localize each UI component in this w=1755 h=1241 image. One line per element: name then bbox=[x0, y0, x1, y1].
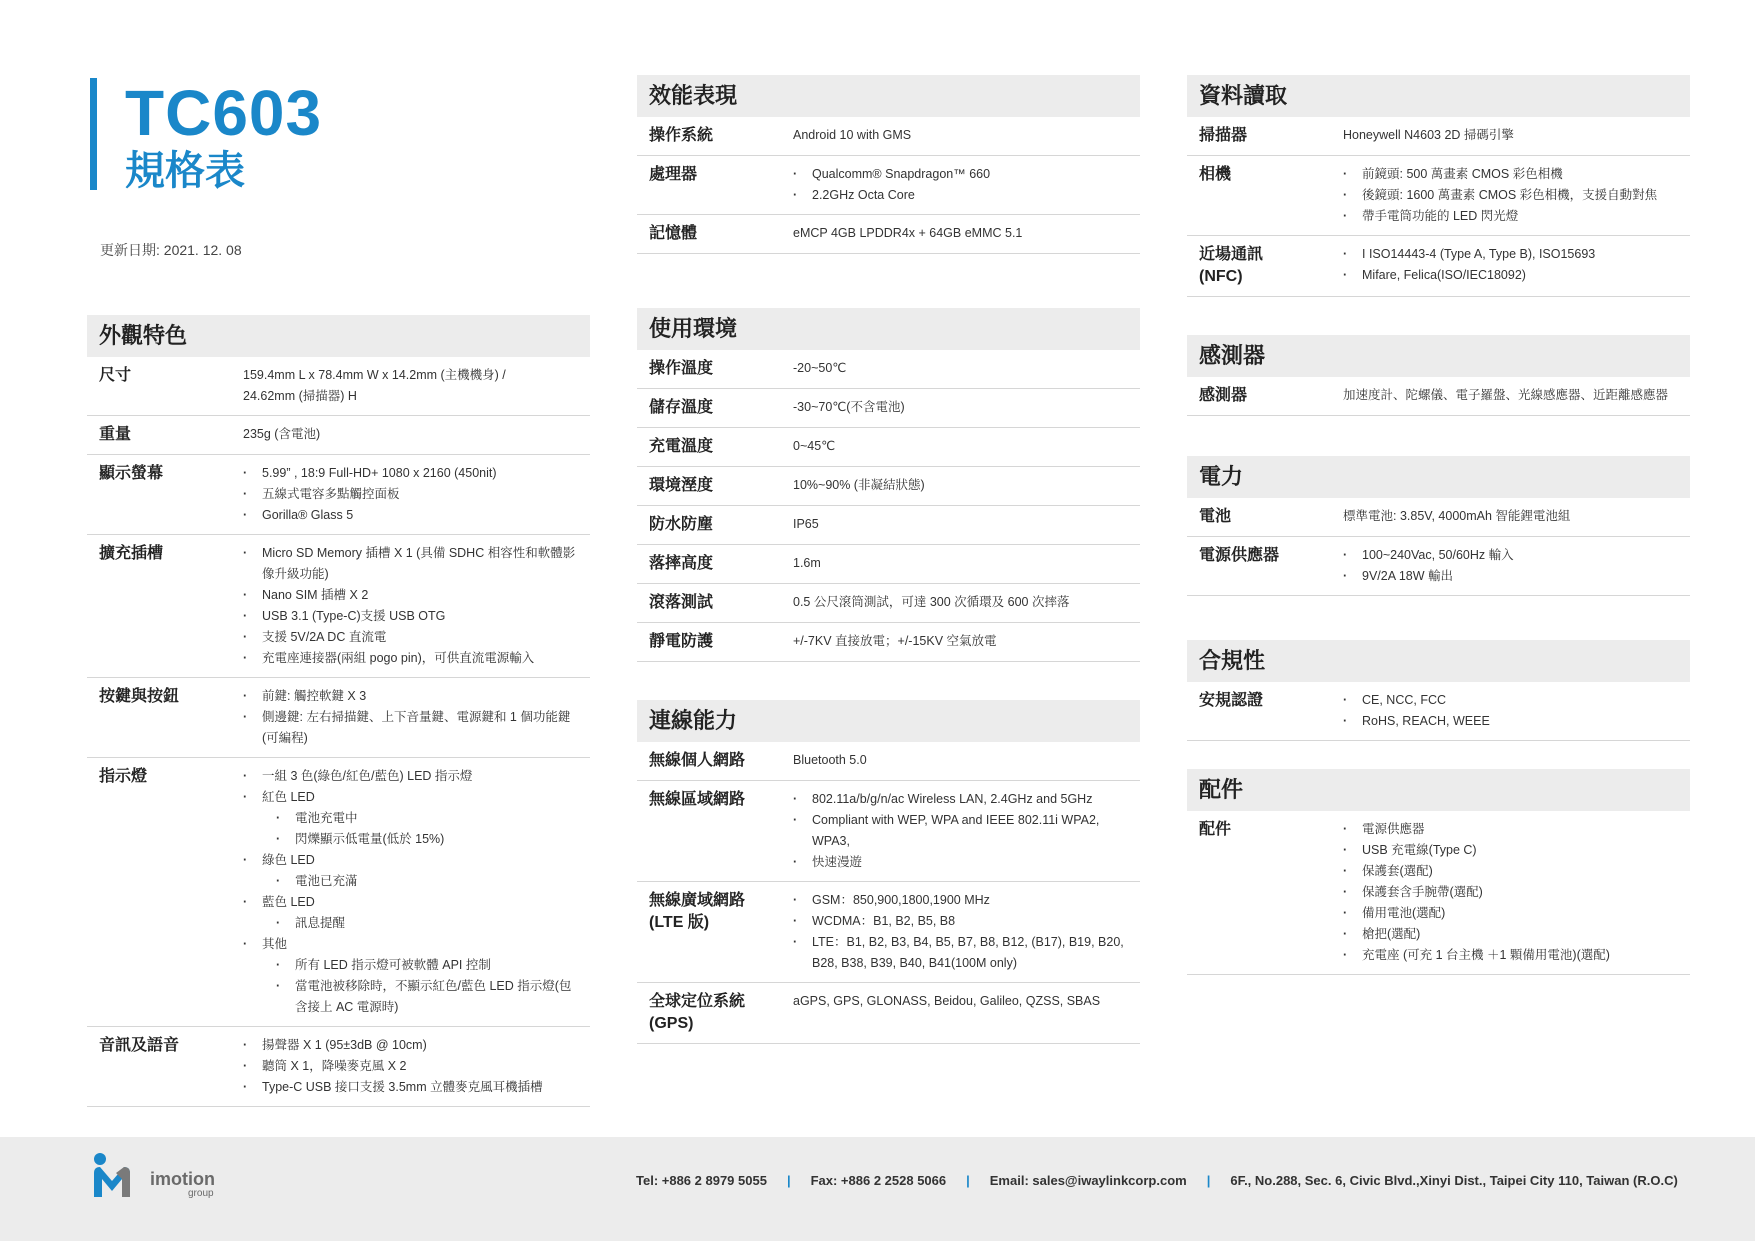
spec-label: 處理器 bbox=[649, 166, 698, 183]
spec-row bbox=[1187, 537, 1690, 596]
contact-info bbox=[636, 1173, 1678, 1188]
spec-row bbox=[1187, 236, 1690, 297]
spec-row bbox=[637, 156, 1140, 215]
spec-row bbox=[637, 623, 1140, 662]
bullet-item: · 電源供應器 bbox=[1343, 819, 1680, 840]
spec-text: 0.5 公尺滾筒測試，可達 300 次循環及 600 次摔落 bbox=[793, 595, 1070, 609]
bullet-item: · 保護套含手腕帶(選配) bbox=[1343, 882, 1680, 903]
spec-row bbox=[87, 455, 590, 535]
bullet-item: · 帶手電筒功能的 LED 閃光燈 bbox=[1343, 206, 1680, 227]
bullet-item: · 電池充電中 bbox=[243, 808, 580, 829]
section-connectivity bbox=[637, 700, 1140, 1044]
section-header: 配件 bbox=[1187, 769, 1690, 811]
spec-label: 記憶體 bbox=[649, 225, 698, 242]
spec-value bbox=[243, 463, 590, 526]
spec-text: +/-7KV 直接放電；+/-15KV 空氣放電 bbox=[793, 634, 997, 648]
spec-row bbox=[87, 416, 590, 455]
bullet-item: · 2.2GHz Octa Core bbox=[793, 185, 1130, 206]
spec-label: 音訊及語音 bbox=[99, 1037, 180, 1054]
spec-value bbox=[243, 1035, 590, 1098]
bullet-item: · 揚聲器 X 1 (95±3dB @ 10cm) bbox=[243, 1035, 580, 1056]
spec-label: 無線廣域網路 (LTE 版) bbox=[649, 892, 746, 931]
spec-row bbox=[87, 678, 590, 758]
spec-row bbox=[637, 389, 1140, 428]
page-subtitle: 規格表 bbox=[125, 149, 245, 193]
bullet-list bbox=[793, 789, 1130, 873]
logo-text: imotion bbox=[150, 1169, 215, 1189]
spec-label: 防水防塵 bbox=[649, 516, 714, 533]
bullet-list bbox=[243, 543, 580, 669]
spec-text: eMCP 4GB LPDDR4x + 64GB eMMC 5.1 bbox=[793, 226, 1023, 240]
spec-row bbox=[1187, 811, 1690, 975]
spec-row bbox=[87, 1027, 590, 1107]
section-header: 電力 bbox=[1187, 456, 1690, 498]
bullet-item: · 側邊鍵: 左右掃描鍵、上下音量鍵、電源鍵和 1 個功能鍵(可編程) bbox=[243, 707, 580, 749]
section-header: 外觀特色 bbox=[87, 315, 590, 357]
bullet-item: · 紅色 LED bbox=[243, 787, 580, 808]
footer bbox=[0, 1137, 1755, 1241]
spec-rows bbox=[1187, 377, 1690, 416]
spec-text: 10%~90% (非凝結狀態) bbox=[793, 478, 925, 492]
section-accessories bbox=[1187, 769, 1690, 975]
bullet-item: · Mifare, Felica(ISO/IEC18092) bbox=[1343, 265, 1680, 286]
spec-text: aGPS, GPS, GLONASS, Beidou, Galileo, QZSS, SBAS bbox=[793, 994, 1101, 1008]
spec-value bbox=[1343, 506, 1690, 528]
spec-label: 配件 bbox=[1199, 821, 1232, 838]
spec-row bbox=[1187, 682, 1690, 741]
spec-label: 操作系統 bbox=[649, 127, 714, 144]
footer-separator: | bbox=[1206, 1173, 1211, 1188]
spec-value bbox=[1343, 244, 1690, 288]
bullet-item: · LTE：B1, B2, B3, B4, B5, B7, B8, B12, (B17), B19, B20, B28, B38, B39, B40, B41(100M only) bbox=[793, 932, 1130, 974]
section-power bbox=[1187, 456, 1690, 596]
bullet-list bbox=[793, 164, 1130, 206]
bullet-item: · 當電池被移除時，不顯示紅色/藍色 LED 指示燈(包含接上 AC 電源時) bbox=[243, 976, 580, 1018]
spec-rows bbox=[1187, 811, 1690, 975]
spec-label: 靜電防護 bbox=[649, 633, 714, 650]
section-data-capture bbox=[1187, 75, 1690, 297]
bullet-item: · 綠色 LED bbox=[243, 850, 580, 871]
spec-text: -20~50℃ bbox=[793, 361, 847, 375]
spec-label: 按鍵與按鈕 bbox=[99, 688, 180, 705]
spec-label: 尺寸 bbox=[99, 367, 132, 384]
bullet-list bbox=[1343, 819, 1680, 966]
spec-label: 指示燈 bbox=[99, 768, 148, 785]
spec-value bbox=[243, 365, 590, 407]
spec-label: 重量 bbox=[99, 426, 132, 443]
spec-value bbox=[793, 436, 1140, 458]
spec-row bbox=[1187, 156, 1690, 236]
spec-value bbox=[243, 543, 590, 669]
bullet-list bbox=[243, 463, 580, 526]
spec-label: 操作溫度 bbox=[649, 360, 714, 377]
spec-label: 安規認證 bbox=[1199, 692, 1264, 709]
spec-row bbox=[637, 584, 1140, 623]
section-header: 連線能力 bbox=[637, 700, 1140, 742]
spec-label: 全球定位系統 (GPS) bbox=[649, 993, 746, 1032]
section-header: 效能表現 bbox=[637, 75, 1140, 117]
bullet-item: · 充電座 (可充 1 台主機 ＋1 顆備用電池)(選配) bbox=[1343, 945, 1680, 966]
bullet-list bbox=[1343, 164, 1680, 227]
spec-value bbox=[793, 592, 1140, 614]
bullet-item: · 備用電池(選配) bbox=[1343, 903, 1680, 924]
spec-row bbox=[637, 117, 1140, 156]
column-appearance bbox=[87, 315, 590, 1141]
spec-value bbox=[793, 223, 1140, 245]
section-appearance bbox=[87, 315, 590, 1107]
spec-value bbox=[793, 991, 1140, 1035]
spec-text: 標準電池: 3.85V, 4000mAh 智能鋰電池組 bbox=[1343, 509, 1571, 523]
bullet-item: · Compliant with WEP, WPA and IEEE 802.11i WPA2, WPA3, bbox=[793, 810, 1130, 852]
spec-row bbox=[637, 742, 1140, 781]
bullet-item: · 五線式電容多點觸控面板 bbox=[243, 484, 580, 505]
update-date: 更新日期: 2021. 12. 08 bbox=[100, 242, 242, 258]
bullet-list bbox=[793, 890, 1130, 974]
bullet-item: · 802.11a/b/g/n/ac Wireless LAN, 2.4GHz and 5GHz bbox=[793, 789, 1130, 810]
spec-rows bbox=[637, 742, 1140, 1044]
footer-fax: Fax: +886 2 2528 5066 bbox=[810, 1173, 947, 1188]
bullet-item: · RoHS, REACH, WEEE bbox=[1343, 711, 1680, 732]
spec-text: 159.4mm L x 78.4mm W x 14.2mm (主機機身) / 24.62mm (掃描器) H bbox=[243, 368, 506, 403]
spec-label: 掃描器 bbox=[1199, 127, 1248, 144]
bullet-item: · 電池已充滿 bbox=[243, 871, 580, 892]
bullet-item: · 5.99” , 18:9 Full-HD+ 1080 x 2160 (450nit) bbox=[243, 463, 580, 484]
bullet-list bbox=[1343, 690, 1680, 732]
spec-row bbox=[637, 467, 1140, 506]
spec-label: 無線區域網路 bbox=[649, 791, 746, 808]
spec-value bbox=[1343, 819, 1690, 966]
footer-separator: | bbox=[786, 1173, 791, 1188]
section-compliance bbox=[1187, 640, 1690, 741]
spec-row bbox=[637, 350, 1140, 389]
bullet-item: · I ISO14443-4 (Type A, Type B), ISO15693 bbox=[1343, 244, 1680, 265]
spec-value bbox=[793, 631, 1140, 653]
spec-label: 感測器 bbox=[1199, 387, 1248, 404]
spec-label: 電源供應器 bbox=[1199, 547, 1280, 564]
title-block bbox=[90, 77, 323, 193]
footer-separator: | bbox=[966, 1173, 970, 1188]
spec-value bbox=[793, 890, 1140, 974]
bullet-item: · GSM：850,900,1800,1900 MHz bbox=[793, 890, 1130, 911]
spec-rows bbox=[1187, 682, 1690, 741]
bullet-item: · 9V/2A 18W 輸出 bbox=[1343, 566, 1680, 587]
spec-value bbox=[1343, 690, 1690, 732]
spec-row bbox=[1187, 377, 1690, 416]
spec-label: 無線個人網路 bbox=[649, 752, 746, 769]
bullet-item: · 支援 5V/2A DC 直流電 bbox=[243, 627, 580, 648]
spec-label: 擴充插槽 bbox=[99, 545, 164, 562]
section-header: 感測器 bbox=[1187, 335, 1690, 377]
bullet-item: · 其他 bbox=[243, 934, 580, 955]
spec-rows bbox=[87, 357, 590, 1107]
spec-row bbox=[87, 535, 590, 678]
spec-row bbox=[1187, 117, 1690, 156]
spec-value bbox=[243, 424, 590, 446]
bullet-list bbox=[1343, 244, 1680, 286]
spec-text: Android 10 with GMS bbox=[793, 128, 912, 142]
logo-subtext: group bbox=[188, 1188, 214, 1199]
spec-value bbox=[793, 475, 1140, 497]
spec-value bbox=[1343, 164, 1690, 227]
bullet-item: · 所有 LED 指示燈可被軟體 API 控制 bbox=[243, 955, 580, 976]
spec-label: 落摔高度 bbox=[649, 555, 714, 572]
spec-text: Honeywell N4603 2D 掃碼引擎 bbox=[1343, 128, 1514, 142]
spec-label: 顯示螢幕 bbox=[99, 465, 164, 482]
section-sensors bbox=[1187, 335, 1690, 416]
spec-value bbox=[793, 750, 1140, 772]
spec-label: 充電溫度 bbox=[649, 438, 714, 455]
spec-text: 1.6m bbox=[793, 556, 821, 570]
spec-text: Bluetooth 5.0 bbox=[793, 753, 867, 767]
spec-value bbox=[793, 358, 1140, 380]
spec-row bbox=[637, 983, 1140, 1044]
spec-row bbox=[1187, 498, 1690, 537]
bullet-item: · 保護套(選配) bbox=[1343, 861, 1680, 882]
product-model: TC603 bbox=[125, 77, 323, 149]
spec-value bbox=[243, 686, 590, 749]
spec-label: 相機 bbox=[1199, 166, 1232, 183]
bullet-item: · 閃爍顯示低電量(低於 15%) bbox=[243, 829, 580, 850]
spec-label: 環境溼度 bbox=[649, 477, 714, 494]
spec-row bbox=[637, 781, 1140, 882]
spec-text: -30~70℃(不含電池) bbox=[793, 400, 905, 414]
bullet-list bbox=[243, 766, 580, 1018]
bullet-item: · USB 3.1 (Type-C)支援 USB OTG bbox=[243, 606, 580, 627]
column-data-capture bbox=[1187, 75, 1690, 1009]
spec-rows bbox=[1187, 117, 1690, 297]
spec-value bbox=[793, 164, 1140, 206]
section-header: 合規性 bbox=[1187, 640, 1690, 682]
bullet-list bbox=[243, 1035, 580, 1098]
bullet-item: · 藍色 LED bbox=[243, 892, 580, 913]
bullet-item: · USB 充電線(Type C) bbox=[1343, 840, 1680, 861]
spec-value bbox=[1343, 385, 1690, 407]
footer-tel: Tel: +886 2 8979 5055 bbox=[636, 1173, 767, 1188]
spec-rows bbox=[637, 117, 1140, 254]
spec-text: 235g (含電池) bbox=[243, 427, 321, 441]
section-performance bbox=[637, 75, 1140, 254]
spec-text: 0~45℃ bbox=[793, 439, 836, 453]
bullet-item: · Type-C USB 接口支援 3.5mm 立體麥克風耳機插槽 bbox=[243, 1077, 580, 1098]
bullet-list bbox=[243, 686, 580, 749]
spec-rows bbox=[1187, 498, 1690, 596]
spec-label: 近場通訊 (NFC) bbox=[1199, 246, 1264, 285]
section-header: 使用環境 bbox=[637, 308, 1140, 350]
spec-value bbox=[793, 514, 1140, 536]
spec-label: 滾落測試 bbox=[649, 594, 714, 611]
bullet-item: · Gorilla® Glass 5 bbox=[243, 505, 580, 526]
spec-row bbox=[637, 215, 1140, 254]
spec-value bbox=[793, 789, 1140, 873]
bullet-item: · 快速漫遊 bbox=[793, 852, 1130, 873]
bullet-item: · Nano SIM 插槽 X 2 bbox=[243, 585, 580, 606]
spec-value bbox=[1343, 125, 1690, 147]
spec-row bbox=[637, 882, 1140, 983]
bullet-item: · 訊息提醒 bbox=[243, 913, 580, 934]
section-header: 資料讀取 bbox=[1187, 75, 1690, 117]
bullet-item: · 前鏡頭: 500 萬畫素 CMOS 彩色相機 bbox=[1343, 164, 1680, 185]
bullet-item: · 一組 3 色(綠色/紅色/藍色) LED 指示燈 bbox=[243, 766, 580, 787]
spec-label: 儲存溫度 bbox=[649, 399, 714, 416]
spec-value bbox=[793, 125, 1140, 147]
column-performance bbox=[637, 75, 1140, 1078]
spec-row bbox=[87, 758, 590, 1027]
bullet-item: · 槍把(選配) bbox=[1343, 924, 1680, 945]
spec-rows bbox=[637, 350, 1140, 662]
bullet-item: · 充電座連接器(兩組 pogo pin)，可供直流電源輸入 bbox=[243, 648, 580, 669]
footer-email: Email: sales@iwaylinkcorp.com bbox=[989, 1173, 1187, 1188]
spec-text: IP65 bbox=[793, 517, 819, 531]
bullet-item: · CE, NCC, FCC bbox=[1343, 690, 1680, 711]
bullet-item: · 100~240Vac, 50/60Hz 輸入 bbox=[1343, 545, 1680, 566]
spec-value bbox=[1343, 545, 1690, 587]
spec-row bbox=[637, 506, 1140, 545]
spec-row bbox=[637, 545, 1140, 584]
footer-address: 6F., No.288, Sec. 6, Civic Blvd.,Xinyi Dist., Taipei City 110, Taiwan (R.O.C) bbox=[1230, 1173, 1678, 1188]
bullet-item: · Qualcomm® Snapdragon™ 660 bbox=[793, 164, 1130, 185]
bullet-item: · WCDMA：B1, B2, B5, B8 bbox=[793, 911, 1130, 932]
bullet-item: · 前鍵: 觸控軟鍵 X 3 bbox=[243, 686, 580, 707]
bullet-item: · 聽筒 X 1，降噪麥克風 X 2 bbox=[243, 1056, 580, 1077]
spec-row bbox=[87, 357, 590, 416]
spec-value bbox=[793, 553, 1140, 575]
spec-row bbox=[637, 428, 1140, 467]
section-environment bbox=[637, 308, 1140, 662]
bullet-item: · 後鏡頭: 1600 萬畫素 CMOS 彩色相機，支援自動對焦 bbox=[1343, 185, 1680, 206]
spec-value bbox=[793, 397, 1140, 419]
spec-text: 加速度計、陀螺儀、電子羅盤、光線感應器、近距離感應器 bbox=[1343, 388, 1669, 402]
bullet-list bbox=[1343, 545, 1680, 587]
spec-label: 電池 bbox=[1199, 508, 1232, 525]
spec-value bbox=[243, 766, 590, 1018]
bullet-item: · Micro SD Memory 插槽 X 1 (具備 SDHC 相容性和軟體影像升級功能) bbox=[243, 543, 580, 585]
